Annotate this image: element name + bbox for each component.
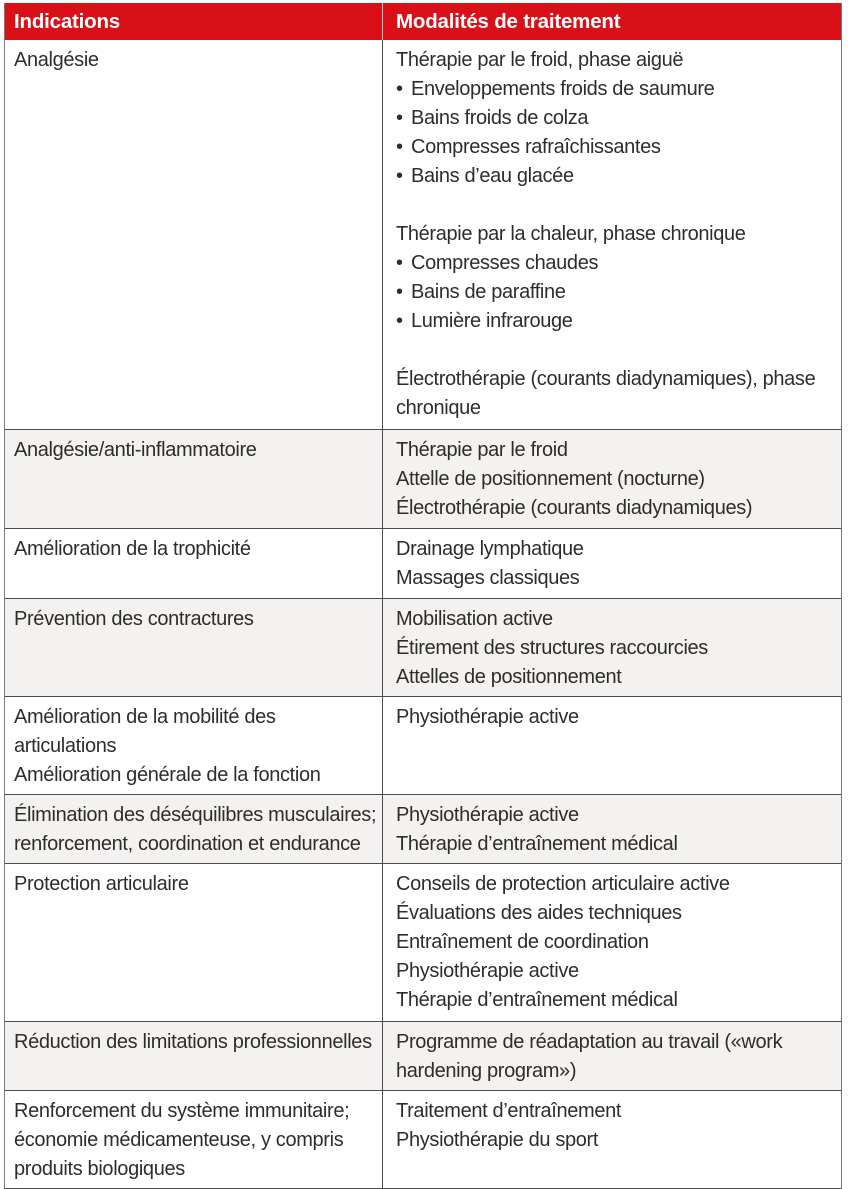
treatment-bullet-item — [396, 75, 831, 104]
indication-cell — [5, 40, 382, 429]
table-row — [5, 429, 841, 528]
indication-cell — [5, 795, 382, 863]
treatment-indications-table — [4, 3, 842, 1189]
bullet-marker: • — [396, 281, 403, 303]
treatment-bullet-item — [396, 104, 831, 133]
treatment-cell — [382, 795, 841, 863]
table-row — [5, 863, 841, 1021]
treatment-text: Compresses chaudes — [411, 252, 599, 274]
indication-cell — [5, 430, 382, 528]
indication-text: Prévention des contractures — [14, 608, 254, 630]
indication-text: Réduction des limitations professionnelles — [14, 1031, 372, 1053]
bullet-marker: • — [396, 310, 403, 332]
bullet-marker: • — [396, 165, 403, 187]
treatment-text: Électrothérapie (courants diadynamiques), phase chronique — [396, 368, 816, 419]
treatment-text: Étirement des structures raccourcies — [396, 637, 708, 659]
table-row — [5, 794, 841, 863]
table-row — [5, 1090, 841, 1188]
table-row — [5, 40, 841, 429]
treatment-bullet-item — [396, 249, 831, 278]
indication-text: Analgésie — [14, 49, 99, 71]
treatment-text: Thérapie d’entraînement médical — [396, 989, 678, 1011]
treatment-text: Physiothérapie active — [396, 804, 579, 826]
treatment-text: Enveloppements froids de saumure — [411, 78, 715, 100]
treatment-cell — [382, 1022, 841, 1090]
indication-cell — [5, 1022, 382, 1090]
treatment-cell — [382, 430, 841, 528]
treatment-cell — [382, 697, 841, 794]
treatment-cell — [382, 529, 841, 598]
treatment-text: Massages classiques — [396, 567, 580, 589]
treatment-text: Programme de réadaptation au travail («work hardening program») — [396, 1031, 783, 1082]
treatment-text: Bains d’eau glacée — [411, 165, 574, 187]
bullet-marker: • — [396, 136, 403, 158]
treatment-cell — [382, 1091, 841, 1188]
treatment-text: Traitement d’entraînement — [396, 1100, 622, 1122]
treatment-text: Physiothérapie active — [396, 706, 579, 728]
header-indications-label: Indications — [14, 9, 121, 33]
treatment-text: Évaluations des aides techniques — [396, 902, 682, 924]
table-row — [5, 528, 841, 598]
treatment-text: Lumière infrarouge — [411, 310, 573, 332]
treatment-text: Entraînement de coordination — [396, 931, 649, 953]
treatment-cell — [382, 40, 841, 429]
indication-cell — [5, 864, 382, 1021]
treatment-cell — [382, 864, 841, 1021]
treatment-text: Thérapie par le froid, phase aiguë — [396, 49, 684, 71]
indication-text: Renforcement du système immunitaire; économie médicamenteuse, y compris produits biologiques — [14, 1100, 350, 1180]
header-modalites-label: Modalités de traitement — [396, 9, 621, 33]
spacer-line — [396, 336, 831, 365]
treatment-text: Électrothérapie (courants diadynamiques) — [396, 497, 753, 519]
indication-text: Analgésie/anti-inflammatoire — [14, 439, 257, 461]
treatment-text: Physiothérapie du sport — [396, 1129, 599, 1151]
indication-cell — [5, 1091, 382, 1188]
bullet-marker: • — [396, 252, 403, 274]
treatment-text: Drainage lymphatique — [396, 538, 584, 560]
bullet-marker: • — [396, 107, 403, 129]
table-row — [5, 696, 841, 794]
indication-cell — [5, 697, 382, 794]
treatment-text: Attelles de positionnement — [396, 666, 622, 688]
indication-text: Amélioration générale de la fonction — [14, 764, 321, 786]
treatment-cell — [382, 599, 841, 696]
table-row — [5, 1021, 841, 1090]
indication-text: Amélioration de la mobilité des articulations — [14, 706, 276, 757]
header-cell-indications — [5, 3, 382, 40]
indication-text: Amélioration de la trophicité — [14, 538, 251, 560]
treatment-text: Mobilisation active — [396, 608, 553, 630]
treatment-text: Conseils de protection articulaire active — [396, 873, 730, 895]
table-row — [5, 598, 841, 696]
treatment-text: Compresses rafraîchissantes — [411, 136, 661, 158]
treatment-bullet-item — [396, 307, 831, 336]
treatment-text: Bains de paraffine — [411, 281, 566, 303]
table-body — [5, 40, 841, 1188]
treatment-text: Physiothérapie active — [396, 960, 579, 982]
indication-cell — [5, 529, 382, 598]
indication-text: Élimination des déséquilibres musculaires; renforcement, coordination et endurance — [14, 804, 377, 855]
treatment-bullet-item — [396, 133, 831, 162]
treatment-text: Attelle de positionnement (nocturne) — [396, 468, 705, 490]
header-cell-modalites — [382, 3, 841, 40]
treatment-text: Bains froids de colza — [411, 107, 589, 129]
treatment-text: Thérapie par le froid — [396, 439, 568, 461]
indication-text: Protection articulaire — [14, 873, 189, 895]
treatment-bullet-item — [396, 278, 831, 307]
treatment-text: Thérapie d’entraînement médical — [396, 833, 678, 855]
treatment-bullet-item — [396, 162, 831, 191]
table-header — [5, 3, 841, 40]
indication-cell — [5, 599, 382, 696]
treatment-text: Thérapie par la chaleur, phase chronique — [396, 223, 746, 245]
bullet-marker: • — [396, 78, 403, 100]
spacer-line — [396, 191, 831, 220]
